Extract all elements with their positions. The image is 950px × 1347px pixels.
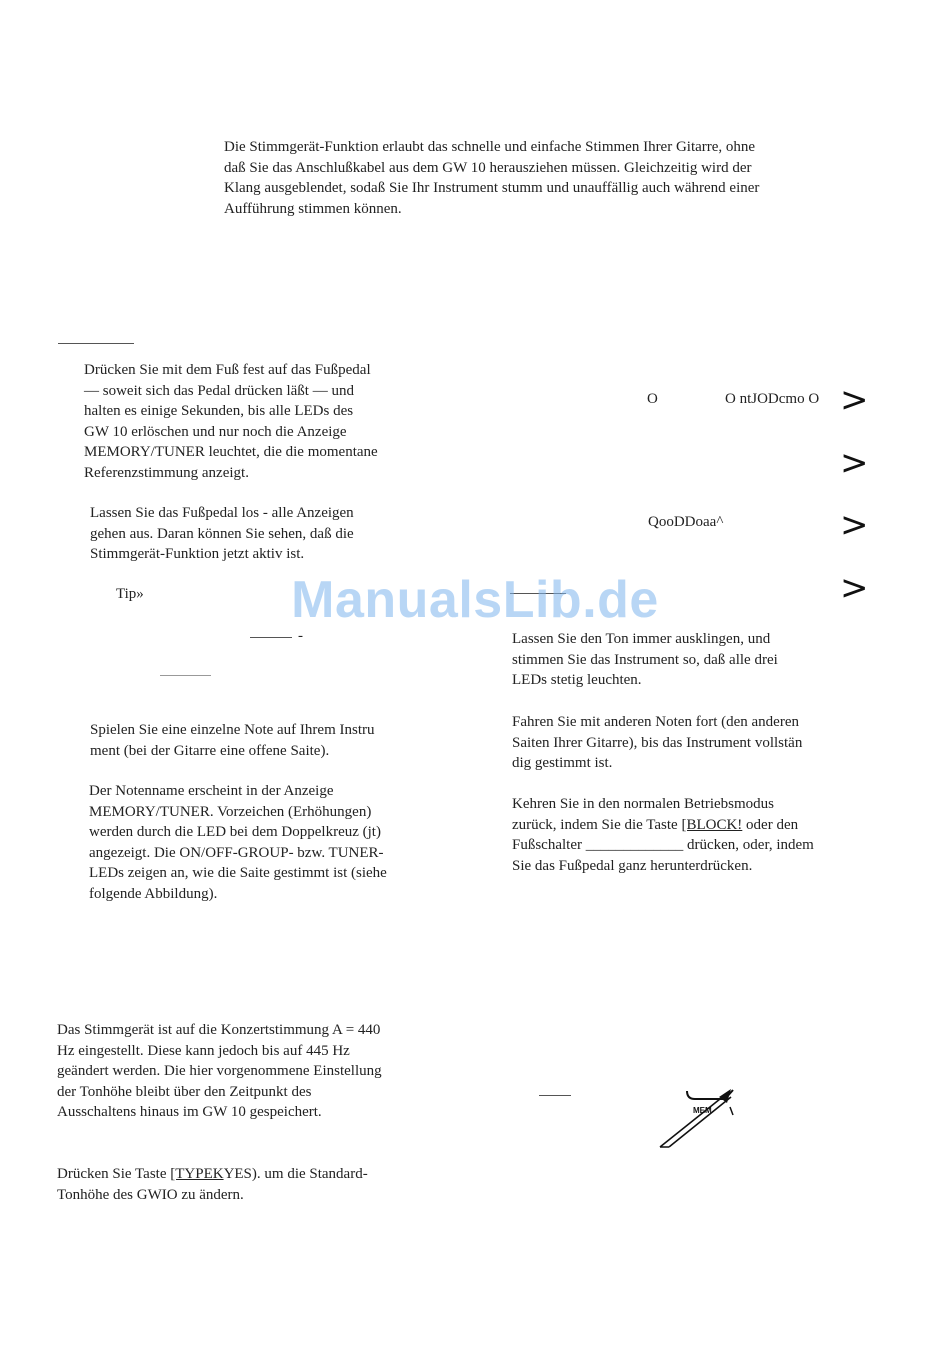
intro-paragraph: Die Stimmgerät-Funktion erlaubt das schnelle und einfache Stimmen Ihrer Gitarre, ohne daß Sie das Anschlußkabel aus dem GW 10 herausziehen müssen. Gleichzeitig wird der Klang ausgeblendet, sodaß Sie Ihr Instrument stumm und unauffällig auch während einer Aufführung stimmen können. (224, 139, 760, 217)
step-exit (512, 794, 814, 876)
block-key-label: [BLOCK! (681, 816, 743, 833)
led-row-1-left: O (647, 391, 658, 407)
step-exit-text: Kehren Sie in den normalen Betriebsmodus zurück, indem Sie die Taste (512, 796, 775, 833)
arrow-right-icon: > (840, 380, 869, 420)
step-note-name: Der Notenname erscheint in der Anzeige MEMORY/TUNER. Vorzeichen (Erhöhungen) werden durch die LED bei dem Doppelkreuz (jt) angezeigt. Die ON/OFF-GROUP- bzw. TUNER- LEDs zeigen an, wie die Saite gestimmt ist (siehe folgende Abbildung). (89, 783, 387, 902)
step-play-note: Spielen Sie eine einzelne Note auf Ihrem Instru ment (bei der Gitarre eine offene Saite). (90, 722, 375, 759)
watermark: ManualsLib.de (291, 571, 659, 629)
foot-pedal-icon (655, 1085, 737, 1151)
arrow-right-icon: > (840, 568, 869, 608)
typekey-key-label: [TYPEK (170, 1166, 224, 1182)
short-rule (160, 675, 211, 676)
change-pitch-text: Drücken Sie Taste (57, 1166, 171, 1182)
tip-label: Tip» (116, 586, 144, 602)
step-press-pedal: Drücken Sie mit dem Fuß fest auf das Fußpedal — soweit sich das Pedal drücken läßt — und halten es einige Sekunden, bis alle LEDs des GW 10 erlöschen und nur noch die Anzeige MEMORY/TUNER leuchtet, die die momentane Referenzstimmung anzeigt. (84, 362, 378, 481)
arrow-right-icon: > (840, 443, 869, 483)
section-rule (58, 343, 134, 344)
reference-pitch-paragraph: Das Stimmgerät ist auf die Konzertstimmung A = 440 Hz eingestellt. Diese kann jedoch bis auf 445 Hz geändert werden. Die hier vorgenommene Einstellung der Tonhöhe bleibt über den Zeitpunkt des Ausschaltens hinaus im GW 10 gespeichert. (57, 1022, 382, 1121)
change-pitch-text-end: YES). um die Standard- Tonhöhe des GWIO zu ändern. (57, 1166, 368, 1203)
bottom-rule (539, 1095, 571, 1096)
pedal-label: MEM (693, 1106, 712, 1115)
change-pitch-paragraph (57, 1164, 368, 1205)
arrow-right-icon: > (840, 505, 869, 545)
fragment-rule (250, 637, 292, 638)
step-release-pedal: Lassen Sie das Fußpedal los - alle Anzeigen gehen aus. Daran können Sie sehen, daß die Stimmgerät-Funktion jetzt aktiv ist. (90, 505, 354, 563)
step-sustain: Lassen Sie den Ton immer ausklingen, und stimmen Sie das Instrument so, daß alle drei LEDs stetig leuchten. (512, 631, 778, 689)
step-exit-text-end: oder den Fußschalter _____________ drücken, oder, indem Sie das Fußpedal ganz herunterdrücken. (512, 816, 814, 874)
led-row-3: QooDDoaa^ (648, 514, 724, 530)
led-row-1-right: O ntJODcmo O (725, 391, 820, 407)
fragment-dash: - (298, 628, 303, 644)
step-continue: Fahren Sie mit anderen Noten fort (den anderen Saiten Ihrer Gitarre), bis das Instrument vollstän dig gestimmt ist. (512, 714, 803, 772)
